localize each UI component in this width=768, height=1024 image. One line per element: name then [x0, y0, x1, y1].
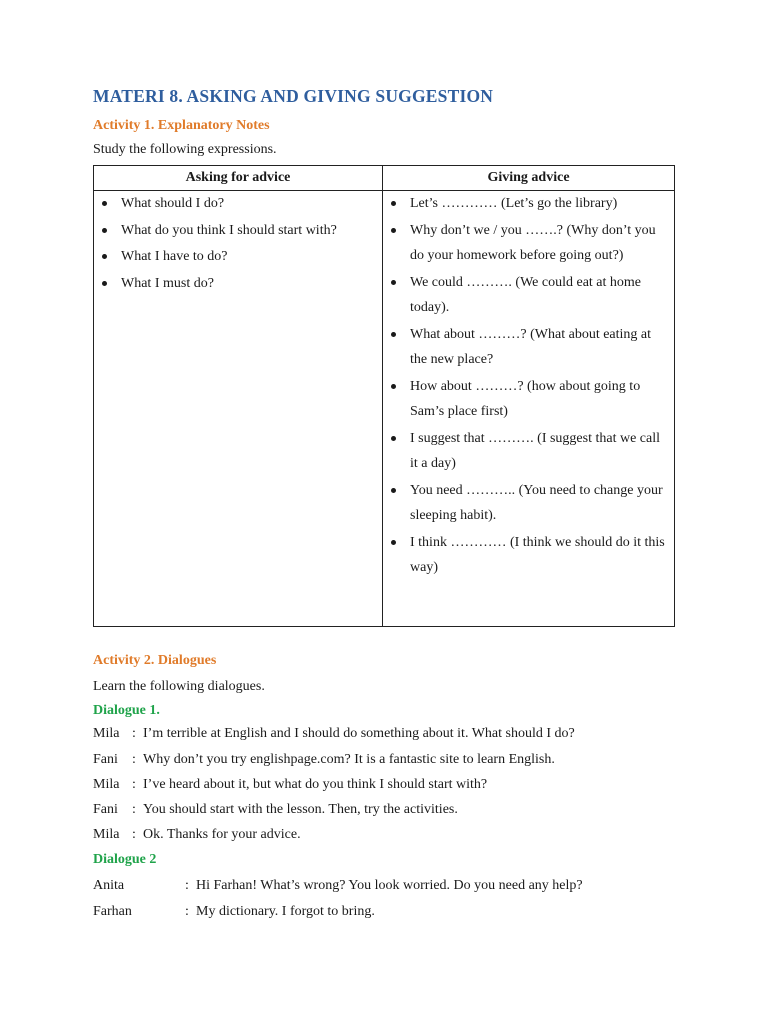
dialogue-line: [93, 878, 583, 894]
dialogue-line: [93, 752, 555, 768]
dialogue1-heading: Dialogue 1.: [93, 703, 160, 718]
speaker-name: Anita: [93, 878, 125, 893]
colon: :: [132, 802, 136, 817]
colon: :: [132, 726, 136, 741]
line-text: I’m terrible at English and I should do something about it. What should I do?: [143, 726, 575, 741]
list-item: How about ………? (how about going to Sam’s place first): [383, 374, 674, 425]
dialogue-line: [93, 827, 301, 843]
colon: :: [132, 827, 136, 842]
list-item: I think ………… (I think we should do it this way): [383, 530, 674, 581]
list-item: I suggest that ………. (I suggest that we call it a day): [383, 426, 674, 477]
line-text: My dictionary. I forgot to bring.: [196, 904, 375, 919]
list-item: What about ………? (What about eating at the new place?: [383, 322, 674, 373]
list-item: What do you think I should start with?: [94, 218, 382, 244]
activity1-instruction: Study the following expressions.: [93, 142, 277, 157]
column-header-asking: Asking for advice: [94, 166, 383, 191]
speaker-name: Fani: [93, 802, 118, 817]
asking-cell: [94, 191, 383, 627]
page-title: MATERI 8. ASKING AND GIVING SUGGESTION: [93, 86, 494, 106]
dialogue-line: [93, 777, 487, 793]
line-text: You should start with the lesson. Then, try the activities.: [143, 802, 458, 817]
activity1-heading: Activity 1. Explanatory Notes: [93, 118, 270, 133]
line-text: I’ve heard about it, but what do you think I should start with?: [143, 777, 488, 792]
list-item: You need ……….. (You need to change your sleeping habit).: [383, 478, 674, 529]
colon: :: [185, 904, 189, 919]
colon: :: [132, 777, 136, 792]
list-item: What I have to do?: [94, 244, 382, 270]
list-item: Why don’t we / you …….? (Why don’t you do your homework before going out?): [383, 218, 674, 269]
activity2-heading: Activity 2. Dialogues: [93, 653, 217, 668]
dialogue2-heading: Dialogue 2: [93, 852, 157, 867]
list-item: We could ………. (We could eat at home today).: [383, 270, 674, 321]
line-text: Why don’t you try englishpage.com? It is a fantastic site to learn English.: [143, 752, 555, 767]
colon: :: [132, 752, 136, 767]
speaker-name: Farhan: [93, 904, 132, 919]
column-header-giving: Giving advice: [383, 166, 675, 191]
list-item: What I must do?: [94, 271, 382, 297]
speaker-name: Fani: [93, 752, 118, 767]
speaker-name: Mila: [93, 777, 120, 792]
dialogue-line: [93, 904, 375, 920]
list-item: What should I do?: [94, 191, 382, 217]
giving-cell: [383, 191, 675, 627]
colon: :: [185, 878, 189, 893]
line-text: Ok. Thanks for your advice.: [143, 827, 301, 842]
activity2-instruction: Learn the following dialogues.: [93, 679, 265, 694]
dialogue-line: [93, 726, 575, 742]
asking-list: [94, 191, 382, 296]
giving-list: [383, 191, 674, 581]
speaker-name: Mila: [93, 827, 120, 842]
line-text: Hi Farhan! What’s wrong? You look worried. Do you need any help?: [196, 878, 583, 893]
expressions-table: [93, 165, 675, 627]
speaker-name: Mila: [93, 726, 120, 741]
dialogue-line: [93, 802, 458, 818]
list-item: Let’s ………… (Let’s go the library): [383, 191, 674, 217]
